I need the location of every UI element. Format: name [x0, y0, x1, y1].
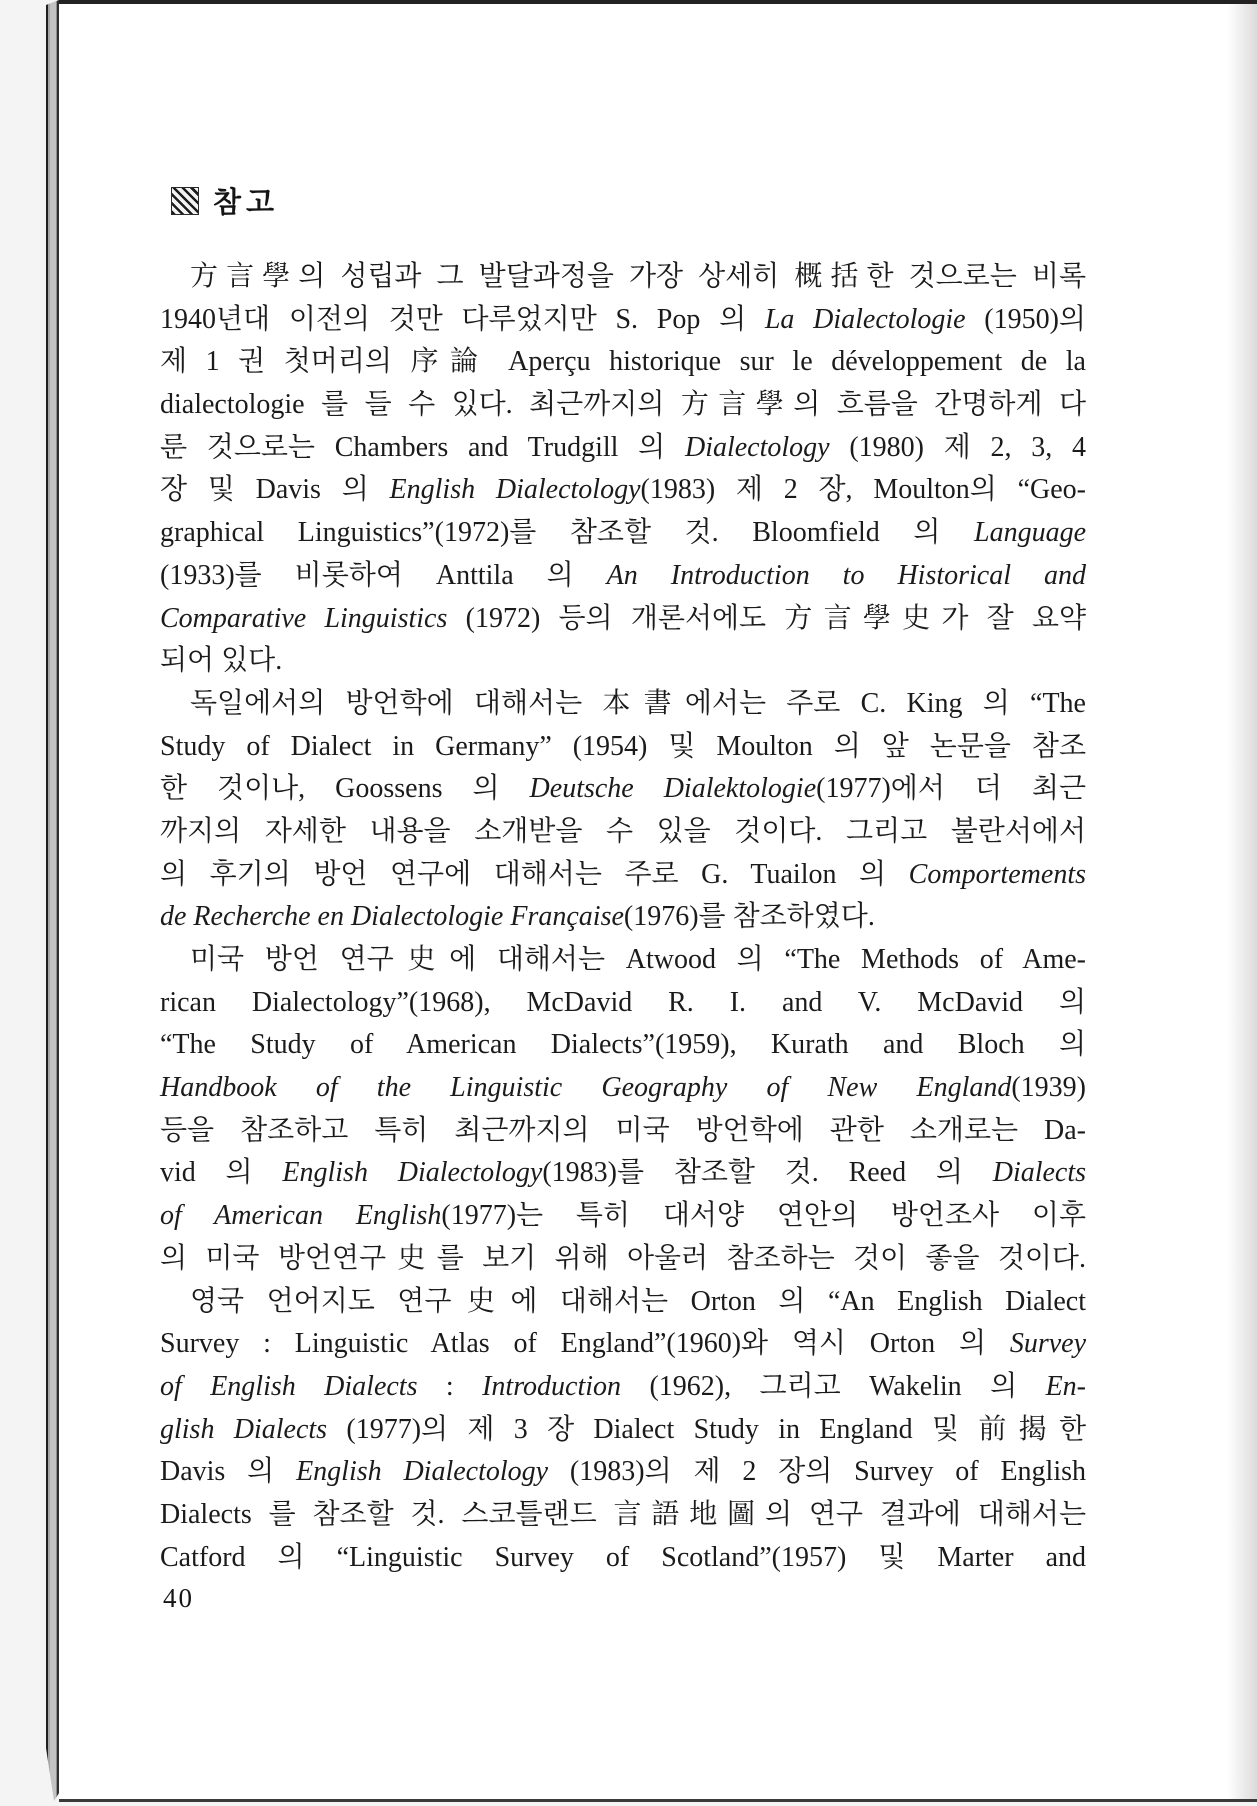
- text-line: [160, 469, 1086, 512]
- text-segment: 한 것이나, Goossens 의: [160, 773, 530, 805]
- text-segment: (1939): [1011, 1072, 1086, 1104]
- italic-text-segment: En-: [1045, 1370, 1086, 1402]
- text-line: [160, 640, 1086, 683]
- text-segment: (1983) 제 2 장, Moulton의 “Geo-: [640, 474, 1086, 506]
- text-segment: (1933)를 비롯하여 Anttila 의: [160, 559, 607, 591]
- text-segment: :: [417, 1370, 483, 1402]
- text-segment: 영국 언어지도 연구史에 대해서는 Orton 의 “An English Dialect: [190, 1285, 1086, 1317]
- text-segment: Dialects 를 참조할 것. 스코틀랜드 言語地圖의 연구 결과에 대해서는: [160, 1498, 1086, 1530]
- page-spine-edge: [46, 0, 59, 1801]
- text-line: [160, 982, 1086, 1025]
- text-block: [160, 256, 1086, 1579]
- text-segment: 등을 참조하고 특히 최근까지의 미국 방언학에 관한 소개로는 Da-: [160, 1114, 1086, 1146]
- text-line: [160, 299, 1086, 342]
- text-segment: 方言學의 성립과 그 발달과정을 가장 상세히 概括한 것으로는 비록: [190, 261, 1086, 292]
- paragraph: [160, 683, 1086, 939]
- italic-text-segment: La Dialectologie: [764, 303, 966, 335]
- text-segment: 미국 방언 연구史에 대해서는 Atwood 의 “The Methods of Ame-: [190, 944, 1086, 975]
- text-segment: (1977)의 제 3 장 Dialect Study in England 및 前揭한: [327, 1413, 1086, 1445]
- italic-text-segment: glish Dialects: [160, 1413, 328, 1445]
- text-segment: (1980) 제 2, 3, 4: [829, 431, 1086, 463]
- text-segment: Davis 의: [160, 1456, 297, 1488]
- text-segment: Study of Dialect in Germany” (1954) 및 Moulton 의 앞 논문을 참조: [160, 730, 1086, 762]
- text-line: [160, 341, 1086, 384]
- text-segment: Survey : Linguistic Atlas of England”(1960)와 역시 Orton 의: [160, 1328, 1010, 1360]
- text-line: [160, 1067, 1086, 1110]
- text-line: [160, 512, 1086, 555]
- text-line: [160, 384, 1086, 427]
- italic-text-segment: Handbook of the Linguistic Geography of New England: [160, 1072, 1012, 1104]
- text-line: [160, 1366, 1086, 1409]
- text-line: [160, 256, 1086, 299]
- text-line: [160, 1195, 1086, 1238]
- text-line: [160, 598, 1086, 641]
- text-line: [160, 1409, 1086, 1452]
- text-segment: (1950)의: [965, 303, 1086, 335]
- italic-text-segment: Deutsche Dialektologie: [529, 773, 817, 805]
- hatched-square-icon: [172, 188, 198, 214]
- text-segment: 까지의 자세한 내용을 소개받을 수 있을 것이다. 그리고 불란서에서: [160, 815, 1086, 847]
- section-heading: [172, 180, 279, 221]
- text-line: [160, 939, 1086, 982]
- text-line: [160, 1110, 1086, 1153]
- italic-text-segment: English Dialectology: [389, 474, 641, 506]
- italic-text-segment: An Introduction to Historical and: [606, 559, 1086, 591]
- italic-text-segment: English Dialectology: [282, 1157, 543, 1189]
- text-line: [160, 1451, 1086, 1494]
- text-line: [160, 555, 1086, 598]
- text-segment: (1977)에서 더 최근: [816, 773, 1086, 805]
- italic-text-segment: of American English: [160, 1200, 442, 1232]
- text-segment: 의 미국 방언연구史를 보기 위해 아울러 참조하는 것이 좋을 것이다.: [160, 1242, 1086, 1274]
- text-line: [160, 1024, 1086, 1067]
- text-segment: graphical Linguistics”(1972)를 참조할 것. Bloomfield 의: [160, 517, 974, 549]
- text-segment: (1972) 등의 개론서에도 方言學史가 잘 요약: [447, 602, 1086, 634]
- text-line: [160, 1152, 1086, 1195]
- text-segment: 장 및 Davis 의: [160, 474, 390, 506]
- text-segment: 독일에서의 방언학에 대해서는 本書에서는 주로 C. King 의 “The: [190, 687, 1086, 719]
- italic-text-segment: English Dialectology: [296, 1456, 549, 1488]
- text-segment: (1977)는 특히 대서양 연안의 방언조사 이후: [441, 1200, 1087, 1232]
- text-segment: rican Dialectology”(1968), McDavid R. I. and V. McDavid 의: [160, 986, 1086, 1018]
- italic-text-segment: Survey: [1009, 1328, 1086, 1360]
- italic-text-segment: Introduction: [482, 1370, 622, 1402]
- text-line: [160, 1281, 1086, 1324]
- text-segment: (1983)를 참조할 것. Reed 의: [542, 1157, 993, 1189]
- italic-text-segment: Dialects: [992, 1157, 1087, 1189]
- text-line: [160, 1537, 1086, 1580]
- paragraph: [160, 256, 1086, 683]
- text-segment: Catford 의 “Linguistic Survey of Scotland”(1957) 및 Marter and: [160, 1541, 1086, 1573]
- text-line: [160, 683, 1086, 726]
- text-line: [160, 896, 1086, 939]
- text-line: [160, 1238, 1086, 1281]
- paragraph: [160, 1281, 1086, 1580]
- text-segment: “The Study of American Dialects”(1959), Kurath and Bloch 의: [160, 1029, 1086, 1061]
- text-segment: 되어 있다.: [160, 645, 283, 677]
- text-segment: 룬 것으로는 Chambers and Trudgill 의: [160, 431, 685, 463]
- page-number: 40: [163, 1583, 194, 1613]
- italic-text-segment: Comportements: [908, 858, 1086, 890]
- text-segment: 의 후기의 방언 연구에 대해서는 주로 G. Tuailon 의: [160, 858, 909, 890]
- italic-text-segment: of English Dialects: [160, 1370, 418, 1402]
- italic-text-segment: Comparative Linguistics: [160, 602, 448, 634]
- text-line: [160, 726, 1086, 769]
- text-line: [160, 811, 1086, 854]
- italic-text-segment: de Recherche en Dialectologie Française: [160, 901, 624, 933]
- text-segment: 제 1 권 첫머리의 序論 Aperçu historique sur le développement de la: [160, 346, 1086, 378]
- text-segment: (1962), 그리고 Wakelin 의: [621, 1370, 1046, 1402]
- text-line: [160, 427, 1086, 470]
- italic-text-segment: Dialectology: [684, 431, 830, 463]
- text-segment: 1940년대 이전의 것만 다루었지만 S. Pop 의: [160, 303, 765, 335]
- text-line: [160, 1494, 1086, 1537]
- text-line: [160, 768, 1086, 811]
- text-segment: dialectologie 를 들 수 있다. 최근까지의 方言學의 흐름을 간명하게 다: [160, 389, 1086, 421]
- text-segment: (1976)를 참조하였다.: [623, 901, 875, 933]
- italic-text-segment: Language: [974, 517, 1086, 549]
- text-line: [160, 854, 1086, 897]
- text-segment: (1983)의 제 2 장의 Survey of English: [548, 1456, 1087, 1488]
- text-segment: vid 의: [160, 1157, 283, 1189]
- section-heading-label: 참고: [213, 187, 280, 219]
- paragraph: [160, 939, 1086, 1281]
- text-line: [160, 1323, 1086, 1366]
